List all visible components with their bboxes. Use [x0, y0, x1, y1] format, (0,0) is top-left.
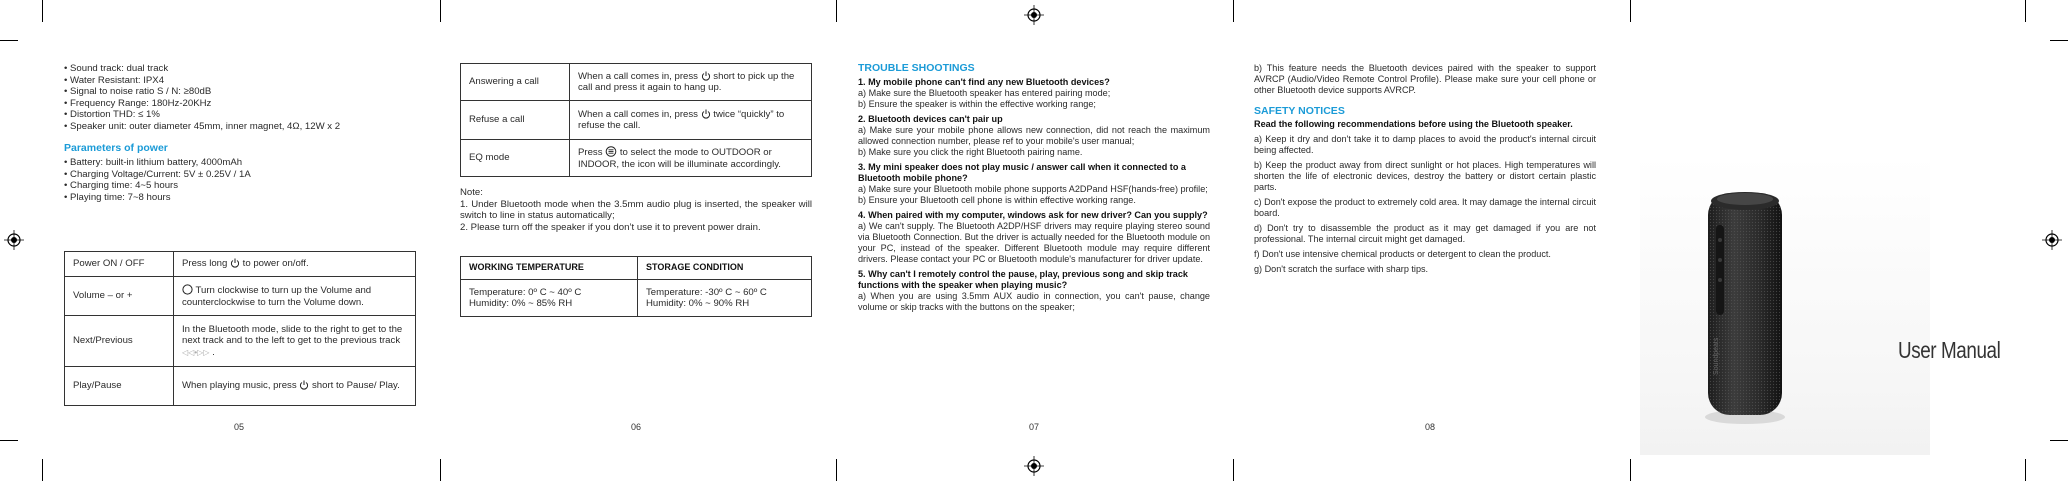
storage-conditions: Temperature: -30º C ~ 60º C Humidity: 0% ~ 90% RH — [638, 280, 812, 317]
safety-item: c) Don't expose the product to extremely cold area. It may damage the internal circuit board. — [1254, 197, 1596, 218]
crop-mark — [2025, 459, 2026, 481]
page-number: 07 — [1029, 422, 1040, 432]
table-row — [461, 140, 812, 177]
spec-line: • Water Resistant: IPX4 — [64, 74, 165, 86]
faq-answer: b) Ensure the speaker is within the effective working range; — [858, 99, 1096, 109]
table-row — [65, 252, 416, 277]
row-desc: In the Bluetooth mode, slide to the right to get to the next track and to the left to get to the previous track ◁◁•▷▷ . — [174, 316, 416, 367]
faq-question: 4. When paired with my computer, windows ask for new driver? Can you supply? — [858, 210, 1208, 220]
volume-knob-icon — [182, 284, 193, 295]
row-label: Volume – or + — [65, 277, 174, 316]
crop-mark — [2025, 0, 2026, 22]
page-number: 06 — [631, 422, 642, 432]
crop-mark — [42, 459, 43, 481]
table-row — [65, 367, 416, 406]
safety-heading: SAFETY NOTICES — [1254, 105, 1345, 117]
page-08-safety — [1254, 63, 1596, 279]
power-icon — [701, 109, 711, 119]
fold-mark — [1233, 459, 1234, 481]
slide-left-icon: ◁◁ — [182, 347, 195, 357]
power-icon — [701, 71, 711, 81]
note-title: Note: — [460, 187, 483, 198]
crop-mark — [2050, 440, 2068, 441]
faq-answer: a) Make sure your Bluetooth mobile phone supports A2DPand HSF(hands-free) profile; — [858, 184, 1208, 194]
power-line: • Playing time: 7~8 hours — [64, 191, 171, 203]
page-07-troubleshooting — [858, 63, 1210, 317]
table-row — [461, 280, 812, 317]
table-row — [65, 316, 416, 367]
fold-mark — [836, 459, 837, 481]
row-desc: When a call comes in, press short to pick up the call and press it again to hang up. — [570, 64, 812, 101]
note-line: 2. Please turn off the speaker if you don’t use it to prevent power drain. — [460, 221, 761, 233]
row-label: Answering a call — [461, 64, 570, 101]
faq-question: 1. My mobile phone can't find any new Bluetooth devices? — [858, 77, 1110, 87]
table-row — [461, 257, 812, 280]
power-icon — [299, 380, 309, 390]
faq-answer: a) We can't supply. The Bluetooth A2DP/HSF drivers may require playing stereo sound via Bluetooth Connection. But the driver is actually needed for the Bluetooth module on your PC, instead of the speaker. Different Bluetooth module may require different drivers. Please contact your PC or Bluetooth module's manufacturer for driver update. — [858, 221, 1210, 264]
controls-table-06 — [460, 63, 812, 177]
work-temp-header: WORKING TEMPERATURE — [461, 257, 638, 280]
fold-mark — [1630, 459, 1631, 481]
power-line: • Charging time: 4~5 hours — [64, 180, 179, 192]
eq-button-icon — [605, 146, 617, 157]
row-label: Refuse a call — [461, 101, 570, 140]
page-number: 08 — [1425, 422, 1436, 432]
row-desc: When playing music, press short to Pause/ Play. — [174, 367, 416, 406]
slide-right-icon: ▷▷ — [197, 347, 210, 357]
speaker-brand-logo: Soundpeats — [1713, 337, 1720, 375]
power-line: • Battery: built-in lithium battery, 4000mAh — [64, 157, 243, 169]
table-row — [65, 277, 416, 316]
environment-table — [460, 256, 812, 317]
row-desc: Press long to power on/off. — [174, 252, 416, 277]
table-row — [461, 101, 812, 140]
spec-line: • Signal to noise ratio S / N: ≥80dB — [64, 86, 212, 98]
row-desc: When a call comes in, press twice “quickly” to refuse the call. — [570, 101, 812, 140]
faq-question: 5. Why can't I remotely control the pause, play, previous song and skip track functions with the speaker when playing music? — [858, 269, 1188, 290]
note-line: 1. Under Bluetooth mode when the 3.5mm audio plug is inserted, the speaker will switch to line in status automatically; — [460, 198, 812, 222]
work-conditions: Temperature: 0º C ~ 40º C Humidity: 0% ~ 85% RH — [461, 280, 638, 317]
row-label: EQ mode — [461, 140, 570, 177]
page-number: 05 — [234, 422, 245, 432]
fold-mark — [440, 459, 441, 481]
troubleshooting-heading: TROUBLE SHOOTINGS — [858, 62, 975, 74]
row-label: Play/Pause — [65, 367, 174, 406]
row-desc: Turn clockwise to turn up the Volume and counterclockwise to turn the Volume down. — [174, 277, 416, 316]
fold-mark — [440, 0, 441, 22]
row-label: Power ON / OFF — [65, 252, 174, 277]
faq-answer: a) Make sure your mobile phone allows new connection, did not reach the maximum allowed connection number, please ref to your mobile's user manual; — [858, 125, 1210, 146]
safety-lead: Read the following recommendations before using the Bluetooth speaker. — [1254, 119, 1573, 129]
safety-item: d) Don't try to disassemble the product as it may get damaged if you are not professional. The internal circuit might get damaged. — [1254, 223, 1596, 244]
registration-mark-icon — [2042, 230, 2062, 250]
crop-mark — [0, 440, 18, 441]
spec-line: • Distortion THD: ≤ 1% — [64, 109, 160, 121]
avrcp-note: b) This feature needs the Bluetooth devices paired with the speaker to support AVRCP (Audio/Video Remote Control Profile). Please make sure your cell phone or other Bluetooth device supports AVRCP. — [1254, 63, 1596, 95]
faq-answer: a) Make sure the Bluetooth speaker has entered pairing mode; — [858, 88, 1111, 98]
crop-mark — [42, 0, 43, 22]
crop-mark — [2050, 40, 2068, 41]
safety-item: a) Keep it dry and don't take it to damp places to avoid the product's internal circuit being affected. — [1254, 134, 1596, 155]
row-label: Next/Previous — [65, 316, 174, 367]
row-desc: Press to select the mode to OUTDOOR or INDOOR, the icon will be illuminate accordingly. — [570, 140, 812, 177]
safety-item: f) Don't use intensive chemical products or detergent to clean the product. — [1254, 249, 1551, 259]
faq-answer: a) When you are using 3.5mm AUX audio in connection, you can't pause, change volume or skip tracks with the buttons on the speaker; — [858, 291, 1210, 312]
safety-item: b) Keep the product away from direct sunlight or hot places. High temperatures will shorten the life of electronic devices, destroy the battery or distort certain plastic parts. — [1254, 160, 1596, 192]
registration-mark-icon — [1024, 5, 1044, 25]
controls-table-05 — [64, 251, 416, 406]
spec-line: • Speaker unit: outer diameter 45mm, inner magnet, 4Ω, 12W x 2 — [64, 120, 341, 132]
fold-mark — [1630, 0, 1631, 22]
spec-line: • Sound track: dual track — [64, 63, 169, 74]
crop-mark — [0, 40, 18, 41]
faq-question: 3. My mini speaker does not play music / answer call when it connected to a Bluetooth mobile phone? — [858, 162, 1186, 183]
cover-title: User Manual — [1898, 337, 2001, 363]
power-heading: Parameters of power — [64, 141, 168, 154]
faq-answer: b) Ensure your Bluetooth cell phone is within effective working range. — [858, 195, 1136, 205]
safety-item: g) Don't scratch the surface with sharp tips. — [1254, 264, 1429, 274]
power-icon — [230, 258, 240, 268]
page-05-specs — [64, 63, 404, 204]
power-line: • Charging Voltage/Current: 5V ± 0.25V / 1A — [64, 168, 251, 180]
faq-answer: b) Make sure you click the right Bluetooth pairing name. — [858, 147, 1083, 157]
table-row — [461, 64, 812, 101]
spec-line: • Frequency Range: 180Hz-20KHz — [64, 97, 212, 109]
registration-mark-icon — [4, 230, 24, 250]
faq-question: 2. Bluetooth devices can't pair up — [858, 114, 1003, 124]
registration-mark-icon — [1024, 456, 1044, 476]
fold-mark — [836, 0, 837, 22]
storage-header: STORAGE CONDITION — [638, 257, 812, 280]
page-06-notes — [460, 187, 812, 237]
speaker-product-image — [1700, 185, 1790, 425]
fold-mark — [1233, 0, 1234, 22]
